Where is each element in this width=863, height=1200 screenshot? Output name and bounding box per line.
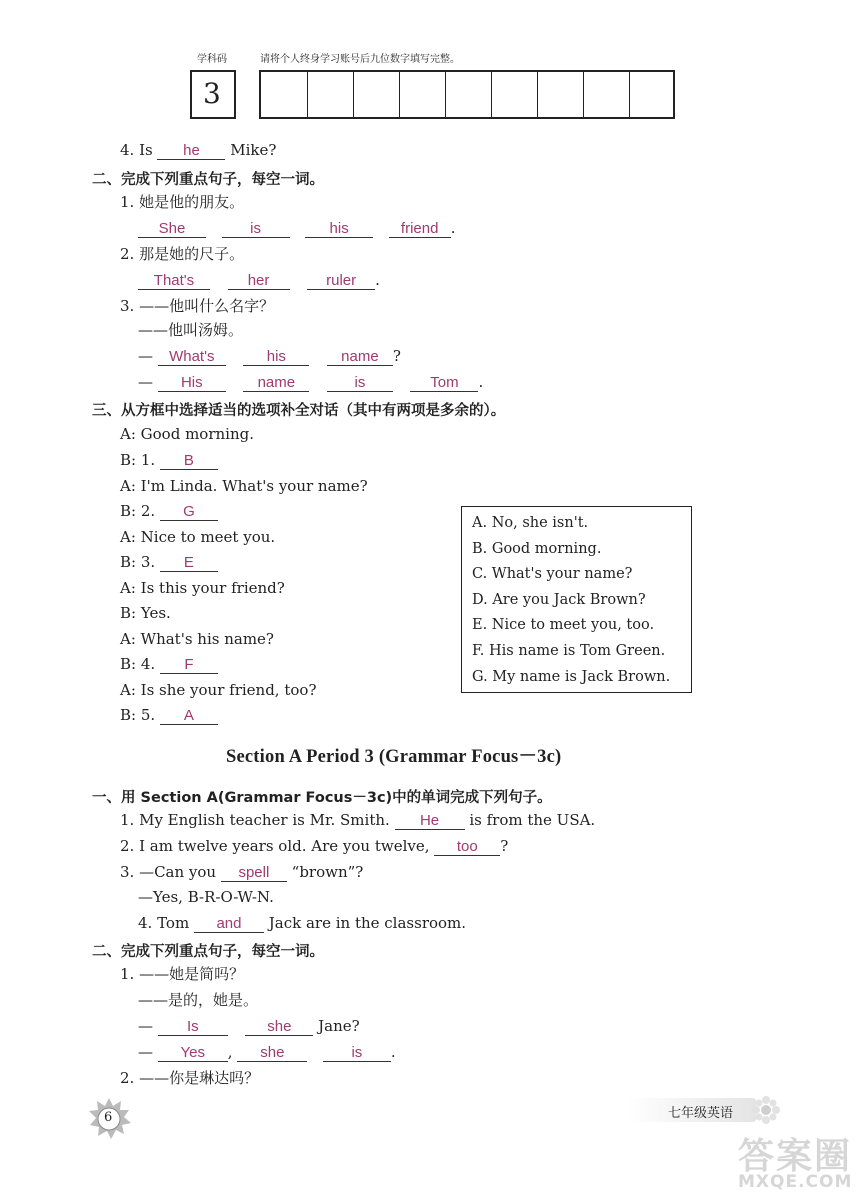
option-item: E. Nice to meet you, too. (472, 617, 655, 634)
answer-blank[interactable]: she (237, 1044, 307, 1062)
answer-blank[interactable]: G (160, 503, 218, 521)
sec-part2-q1-cn-a: 1. ——她是简吗？ (120, 965, 245, 983)
dialogue-line: A: Is she your friend, too? (120, 681, 317, 699)
watermark-url: MXQE.COM (738, 1172, 853, 1192)
part3-heading: 三、从方框中选择适当的选项补全对话（其中有两项是多余的）。 (92, 403, 506, 419)
answer-blank[interactable]: name (243, 374, 309, 392)
answer-blank[interactable]: Is (158, 1018, 228, 1036)
answer-blank[interactable]: B (160, 452, 218, 470)
answer-blank[interactable]: and (194, 915, 264, 933)
dialogue-line: B: 4. F (120, 654, 218, 674)
answer-blank[interactable]: E (160, 554, 218, 572)
answer-blank[interactable]: What's (158, 348, 226, 366)
answer-blank[interactable]: He (395, 812, 465, 830)
part2-q3-cn-b: ——他叫汤姆。 (138, 321, 244, 339)
page-number-badge (86, 1096, 132, 1142)
dialogue-line: A: What's his name? (120, 630, 274, 648)
answer-blank[interactable]: she (245, 1018, 313, 1036)
option-item: B. Good morning. (472, 540, 602, 557)
part2-heading: 二、完成下列重点句子，每空一词。 (92, 172, 324, 188)
dialogue-line: B: 2. G (120, 501, 218, 521)
subject-code-digit: 3 (203, 77, 221, 110)
answer-blank[interactable]: ruler (307, 272, 375, 290)
part2-q2-cn: 2. 那是她的尺子。 (120, 245, 245, 263)
subject-code-box (190, 70, 236, 119)
answer-blank[interactable]: She (138, 220, 206, 238)
answer-blank[interactable]: That's (138, 272, 210, 290)
book-label: 七年级英语 (668, 1106, 734, 1121)
part2-q2-answers: That's her ruler . (138, 270, 380, 290)
option-item: G. My name is Jack Brown. (472, 668, 671, 685)
answer-blank[interactable]: his (243, 348, 309, 366)
answer-blank[interactable]: F (160, 656, 218, 674)
part2-q1-cn: 1. 她是他的朋友。 (120, 193, 245, 211)
option-item: A. No, she isn't. (472, 515, 589, 531)
sec-part1-q3: 3. —Can you spell “brown”? (120, 863, 364, 881)
answer-blank[interactable]: too (434, 838, 500, 856)
answer-blank[interactable]: spell (221, 864, 287, 882)
part2-q1-answers: She is his friend . (138, 218, 455, 238)
dialogue-line: B: Yes. (120, 604, 171, 622)
answer-blank[interactable]: is (323, 1044, 391, 1062)
sec-part2-q2-cn: 2. ——你是琳达吗？ (120, 1069, 260, 1087)
dialogue-line: A: I'm Linda. What's your name? (120, 477, 368, 495)
subject-code-label: 学科码 (197, 54, 227, 65)
dialogue-line: B: 1. B (120, 450, 218, 470)
flower-icon (752, 1096, 780, 1124)
answer-blank[interactable]: A (160, 707, 218, 725)
dialogue-line: B: 5. A (120, 705, 218, 725)
sec-part1-q1: 1. My English teacher is Mr. Smith. He is from the USA. (120, 811, 596, 829)
answer-blank[interactable]: friend (389, 220, 451, 238)
sec-part2-q1-cn-b: ——是的，她是。 (138, 991, 259, 1009)
answer-blank[interactable]: Yes (158, 1044, 228, 1062)
part2-q3-answers-a: — What's his name ? (138, 347, 401, 365)
q4-line: 4. Is he Mike? (120, 141, 277, 159)
answer-blank[interactable]: His (158, 374, 226, 392)
sec-part1-q3-reply: —Yes, B-R-O-W-N. (138, 888, 274, 906)
answer-blank[interactable]: name (327, 348, 393, 366)
dialogue-line: A: Is this your friend? (120, 579, 285, 597)
sec-part1-q2: 2. I am twelve years old. Are you twelve, too ? (120, 837, 509, 855)
sec-part2-q1-answers-a: — Is she Jane? (138, 1017, 360, 1035)
sec-part2-q1-answers-b: — Yes , she is . (138, 1043, 396, 1061)
dialogue-line: A: Nice to meet you. (120, 528, 276, 546)
account-number-boxes[interactable] (259, 70, 675, 119)
page-number: 6 (104, 1110, 113, 1125)
option-item: D. Are you Jack Brown? (472, 591, 646, 608)
book-label-banner (628, 1096, 780, 1126)
answer-blank[interactable]: her (228, 272, 290, 290)
part2-q3-answers-b: — His name is Tom . (138, 373, 484, 391)
option-item: F. His name is Tom Green. (472, 643, 666, 659)
options-box (461, 506, 692, 693)
answer-blank[interactable]: Tom (410, 374, 478, 392)
watermark-logo: 答案圈 (738, 1136, 853, 1177)
account-instruction: 请将个人终身学习账号后九位数字填写完整。 (260, 54, 460, 65)
answer-blank[interactable]: his (305, 220, 373, 238)
part2-q3-cn-a: 3. ——他叫什么名字？ (120, 297, 275, 315)
option-item: C. What's your name? (472, 566, 633, 583)
sec-part1-heading: 一、用 Section A(Grammar Focus－3c)中的单词完成下列句子。 (92, 790, 552, 806)
sec-part1-q4: 4. Tom and Jack are in the classroom. (138, 914, 467, 932)
dialogue-line: A: Good morning. (120, 425, 254, 443)
section-title: Section A Period 3 (Grammar Focus－3c) (226, 747, 562, 767)
sec-part2-heading: 二、完成下列重点句子，每空一词。 (92, 944, 324, 960)
answer-blank[interactable]: is (327, 374, 393, 392)
answer-blank[interactable]: he (157, 142, 225, 160)
dialogue-line: B: 3. E (120, 552, 218, 572)
answer-blank[interactable]: is (222, 220, 290, 238)
